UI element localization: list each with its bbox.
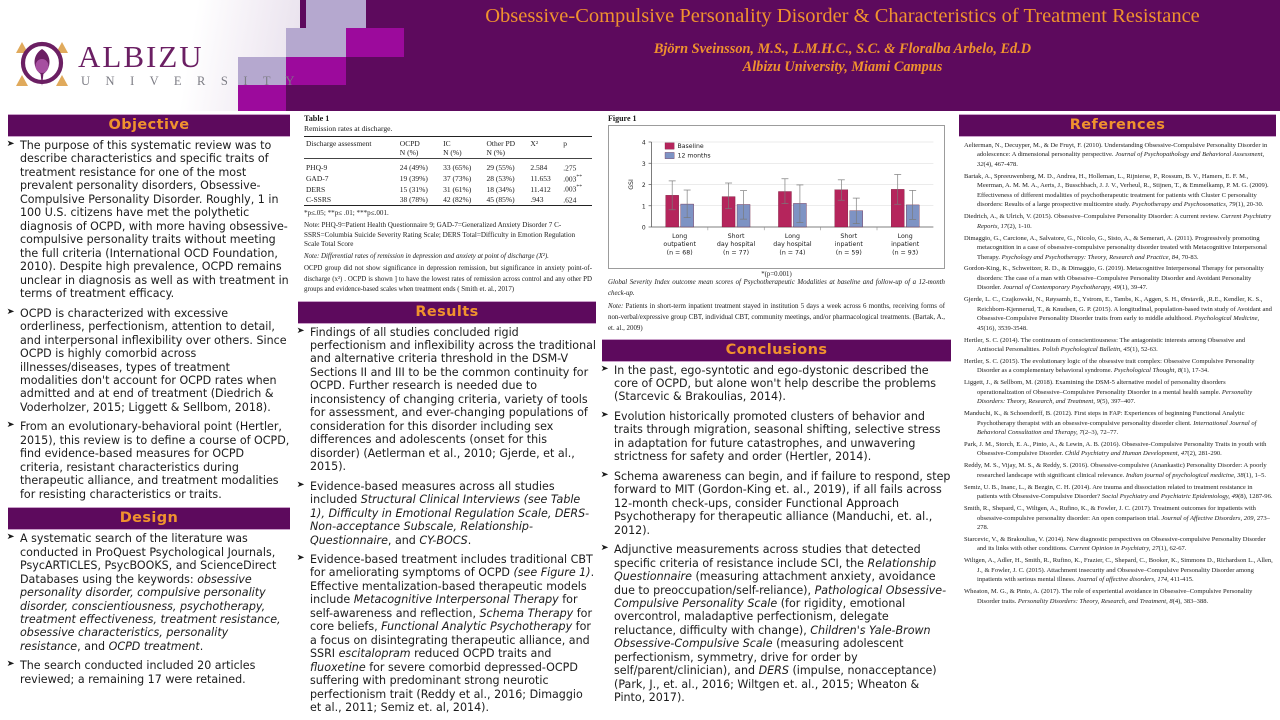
gsi-bar-chart — [609, 126, 944, 268]
cell-ic: 37 (73%) — [443, 174, 472, 184]
p-value: .624 — [563, 195, 577, 205]
svg-text:Long: Long — [672, 231, 688, 241]
list-item: ➤ Evolution historically promoted clusters of behavior and traits through migration, seasonal shifting, selective stress in adaptation for future catastrophes, and unwavering strictness for safety and order (Hertler, 2014). — [602, 410, 951, 464]
cell-ocpd: 38 (78%) — [399, 195, 428, 205]
list-item — [8, 532, 290, 653]
cell-ic: 42 (82%) — [443, 195, 472, 205]
svg-text:12 months: 12 months — [677, 152, 711, 160]
reference-item: Hertler, S. C. (2014). The continuum of conscientiousness: The antagonistic interests among Obsessive and Antisocial Personalities. Polish Psychological Bulletin, 45(1), 52-63. — [964, 336, 1246, 354]
svg-text:(n = 74): (n = 74) — [779, 248, 806, 257]
svg-text:2: 2 — [641, 182, 646, 190]
list-item: ➤ Schema awareness can begin, and if failure to respond, step forward to MIT (Gordon-King et. al., 2019), if all fails across 12-month check-ups, consider Functional Approach Psychotherapy for therapeutic alliance (Manduchi, et. al., 2012). — [602, 470, 951, 537]
table1-head — [304, 137, 592, 159]
objective-bullet-list — [8, 139, 290, 501]
list-item: ➤ The purpose of this systematic review was to describe characteristics and specific traits of treatment resistance for one of the most prevalent personality disorders, Obsessive-Compulsive Personality Disorder. Roughly, 1 in 100 U.S. citizens have met the polythetic diagnosis of OCPD, with more having obsessive-compulsive personality traits without meeting the full criteria (International OCD Foundation, 2010). Despite high prevalence, OCPD remains unclear in diagnosis as well as with treatment in terms of treatment efficacy. — [8, 139, 290, 301]
reference-item: Gordon-King, K., Schweitzer, R. D., & Dimaggio, G. (2019). Metacognitive Interpersonal Therapy for personality disorders: The case of a man with Obsessive–Compulsive Personality Disorder and Avoidant Personality Disorder. Journal of Contemporary Psychotherapy, 49(1), 39-47. — [964, 265, 1264, 292]
table1-th — [441, 137, 484, 159]
th-line1: Discharge assessment — [306, 139, 372, 148]
column-objective-design — [0, 111, 296, 720]
table1 — [304, 136, 592, 206]
reference-item: Aelterman, N., Decuyper, M., & De Fruyt, F. (2010). Understanding Obsessive-Compulsive Personality Disorder in adolescence: A dimensional personality perspective. Journal of Psychopathology and Behavioral Assessment, 32(4), 467-478. — [964, 142, 1268, 168]
results-bullet-list — [298, 326, 596, 715]
table1-th — [485, 137, 529, 159]
poster-authors — [420, 40, 1265, 77]
svg-text:outpatient: outpatient — [663, 240, 696, 249]
figure1-caption — [602, 278, 951, 299]
reference-item: Hertler, S. C. (2015). The evolutionary logic of the obsessive trait complex: Obsessive Compulsive Personality Disorder as a complementary behavioral syndrome. Psychological Thought, 8(1), 17-34. — [964, 357, 1255, 375]
cell-p — [561, 173, 592, 184]
reference-item: Semiz, U. B., Inanc, L., & Bezgin, C. H. (2014). Are trauma and dissociation related to treatment resistance in patients with Obsessive-Compulsive Disorder? Social Psychiatry and Psychiatric Epidemiology, 49(8), 1287-96. — [964, 483, 1273, 501]
table1-th — [398, 137, 441, 159]
svg-text:day hospital: day hospital — [773, 240, 812, 249]
cell-assessment: C-SSRS — [306, 195, 332, 205]
figure1-caption-italic: Global Severity Index outcome mean scores of Psychotherapeutic Modalities at baseline and follow-up of a 12-month check-up. — [608, 279, 945, 297]
cell-assessment: DERS — [306, 184, 326, 194]
cell-ocpd: 24 (49%) — [399, 163, 428, 173]
mosaic-square — [346, 28, 404, 58]
cell-ic: 31 (61%) — [443, 184, 472, 194]
design-search-lead: A systematic search of the literature was conducted in ProQuest Psychological Journals, PsycARTICLES, PsycBOOKS, and ScienceDirect Databases using the keywords: — [20, 532, 277, 586]
reference-item: Diedrich, A., & Ulrich, V. (2015). Obsessive–Compulsive Personality Disorder: A current review. Current Psychiatry Reports, 17(2), 1-10. — [964, 213, 1272, 230]
svg-text:Long: Long — [897, 231, 913, 241]
cell-ic: 33 (65%) — [443, 163, 472, 173]
table-row — [304, 195, 592, 206]
section-header-design: Design — [8, 507, 290, 530]
svg-text:1: 1 — [641, 203, 646, 211]
mosaic-square — [286, 85, 462, 111]
p-value: .275 — [563, 163, 577, 173]
svg-text:Long: Long — [784, 231, 801, 241]
table1-wrapper — [298, 111, 596, 296]
svg-text:Baseline: Baseline — [677, 142, 704, 151]
poster-title: Obsessive-Compulsive Personality Disorder & Characteristics of Treatment Resistance — [485, 5, 1200, 27]
list-item: ➤ In the past, ego-syntotic and ego-dystonic described the core of OCPD, but alone won't help describe the problems (Starcevic & Brakoulias, 2014). — [602, 364, 951, 404]
svg-text:GSI: GSI — [628, 179, 636, 190]
list-item: ➤ Adjunctive measurements across studies that detected specific criteria of resistance include SCI, the Relationship Questionnaire (measuring attachment anxiety, avoidance due to preoccupation/self-reliance), Pathological Obsessive-Compulsive Personality Scale (for rigidity, emotional overcontrol, maladaptive perfectionism, delegate reluctance, difficulty with change), Children's Yale-Brown Obsessive-Compulsive Scale (measuring adolescent perfectionism, symmetry, drive for order by self/parent/clinician), and DERS (impulse, nonacceptance) (Park, J., et. al., 2016; Wiltgen et. al., 2015; Wheaton & Pinto, 2017). — [602, 543, 951, 705]
reference-item: Liggett, J., & Sellbom, M. (2018). Examining the DSM-5 alternative model of personality disorders operationalization of Obsessive–Compulsive Personality Disorder in a mental health sample. Personality Disorders: Theory, Research, and Treatment, 9(5), 397–407. — [964, 379, 1253, 406]
svg-text:inpatient: inpatient — [834, 240, 863, 249]
table-row — [304, 163, 592, 174]
table-row — [304, 173, 592, 184]
reference-item: Wiltgen, A., Adler, H., Smith, R., Rufino, K., Frazier, C., Shepard, C., Booker, K., Simmons D., Richardson L., Allen, J., & Fowler, J. C. (2015). Attachment insecurity and Obsessive–Compulsive Personality Disorder among inpatients with serious mental illness. Journal of affective disorders, 174, 411-415. — [964, 557, 1273, 584]
poster-body — [0, 111, 1280, 720]
th-line1: IC — [443, 139, 451, 148]
svg-text:0: 0 — [641, 224, 646, 232]
reference-item: Starcevic, V., & Brakoulias, V. (2014). New diagnostic perspectives on Obsessive-compulsive Personality Disorder and its links with other conditions. Current Opinion in Psychiatry, 27(1), 62-67. — [964, 535, 1266, 553]
th-line2: N (%) — [399, 148, 419, 157]
table1-th — [561, 137, 592, 159]
table1-th — [304, 137, 398, 159]
th-line1: X² — [530, 139, 539, 148]
figure1-label: Figure 1 — [608, 114, 637, 123]
th-line1: Other PD — [486, 139, 516, 148]
design-keywords: obsessive personality disorder, compulsive personality disorder, conscientiousness, psychotherapy, treatment effectiveness, treatment resistance, obsessive characteristics, personality resistance — [20, 572, 281, 653]
cell-ocpd: 15 (31%) — [399, 184, 428, 194]
svg-text:Short: Short — [727, 231, 745, 241]
section-header-results: Results — [298, 301, 596, 324]
table1-caption: Remission rates at discharge. — [304, 124, 393, 133]
design-bullet-list — [8, 532, 290, 686]
reference-item: Park, J. M., Storch, E. A., Pinto, A., & Lewin, A. B. (2016). Obsessive-Compulsive Personality Traits in youth with Obsessive-Compulsive Disorder. Child Psychiatry and Human Development, 47(2), 281-290. — [964, 440, 1267, 458]
logo-subtitle: U N I V E R S I T Y — [81, 73, 301, 88]
figure1-star-note: *(p=0.001) — [761, 271, 792, 278]
reference-item: Bartak, A., Spreeuwenberg, M. D., Andrea, H., Holleman, L., Rijnierse, P., Rossum, B. V., Hamers, E. F. M., Meerman, A. M. M. A., Aerts, J., Busschbach, J. J. V., Verheul, R., Stijnen, T., & Emmelkamp, P. M. G. (2009). Effectiveness of different modalities of psychotherapeutic treatment for patients with Cluster C personality disorders: Results of a large prospective multicentre study. Psychotherapy and Psychosomatics, 79(1), 20-30. — [964, 172, 1269, 209]
reference-item: Wheaton, M. G., & Pinto, A. (2017). The role of experiential avoidance in Obsessive–Compulsive Personality Disorder traits. Personality Disorders: Theory, Research, and Treatment, 8(4), 383–388. — [964, 588, 1253, 605]
design-mid: , and — [77, 639, 109, 653]
svg-text:(n = 59): (n = 59) — [835, 248, 862, 257]
p-significance: ** — [576, 173, 583, 180]
list-item: ➤ Findings of all studies concluded rigid perfectionism and inflexibility across the traditional and alternative criteria threshold in the DSM-V Sections II and III to be the common continuity for OCPD. Further research is needed due to inconsistency of changing criteria, variety of tools for assessment, and ever-changing populations of consideration for this disorder including sex differences and adolescents (onset for this disorder) (Aetlerman et al., 2010; Gjerde, et al., 2015). — [298, 326, 596, 474]
table1-significance-note: *p≤.05; **p≤ .01; ***p≤.001. — [304, 209, 389, 218]
column-figure-conclusions — [600, 111, 955, 720]
cell-other: 18 (34%) — [486, 184, 515, 194]
references-list — [959, 139, 1276, 606]
table1-th — [528, 137, 561, 159]
th-line2: N (%) — [486, 148, 506, 157]
th-line1: p — [563, 139, 568, 148]
table1-body — [304, 159, 592, 206]
cell-other: 45 (85%) — [486, 195, 515, 205]
table1-label: Table 1 — [304, 114, 330, 123]
section-header-conclusions: Conclusions — [602, 339, 951, 362]
reference-item: Smith, R., Shepard, C., Wiltgen, A., Rufino, K., & Fowler, J. C. (2017). Treatment outcomes for inpatients with obsessive-compulsive personality disorder: An open comparison trial. Journal of Affective Disorders, 209, 273–278. — [964, 505, 1270, 531]
svg-text:inpatient: inpatient — [891, 240, 920, 249]
th-line2: N (%) — [443, 148, 462, 157]
albizu-logo-text — [78, 38, 301, 88]
cell-assessment: PHQ-9 — [306, 163, 328, 173]
p-value: .003 — [563, 174, 577, 184]
table1-body-note: OCPD group did not show significance in depression remission, but significance in anxiety point-of-discharge (x²) . OCPD is shown ] to have the lowest rates of remission across control and any other PD groups and evidence-based scales when treatment ends ( Smith et. al., 2017) — [304, 265, 592, 294]
list-item: ➤ The search conducted included 20 articles reviewed; a remaining 17 were retained. — [8, 659, 290, 686]
table-row — [304, 137, 592, 159]
cell-other: 29 (55%) — [486, 163, 515, 173]
svg-text:4: 4 — [641, 139, 646, 147]
column-table-results — [296, 111, 600, 720]
table-row — [304, 184, 592, 195]
svg-text:3: 3 — [641, 160, 646, 168]
list-item: ➤ Evidence-based measures across all studies included Structural Clinical Interviews (see Table 1), Difficulty in Emotional Regulation Scale, DERS-Non-acceptance Subscale, Relationship-Questionnaire, and CY-BOCS. — [298, 480, 596, 547]
cell-chi: .943 — [530, 195, 544, 205]
table1-italic-note: Note: Differential rates of remission in depression and anxiety at point of discharge (X²). — [304, 253, 549, 261]
design-end: . — [199, 639, 204, 653]
cell-chi: 11.412 — [530, 184, 551, 194]
figure1-note — [602, 302, 951, 334]
figure1-note-label: Note: — [608, 303, 624, 311]
table1-abbreviation-note: Note: PHQ-9=Patient Health Questionnaire 9; GAD-7=Generalized Anxiety Disorder 7 C-SSRS=Columbia Suicide Severity Rating Scale; DERS Total=Difficulty in Emotion Regulation Scale Total Score — [304, 221, 576, 248]
figure1-chart-box — [608, 125, 945, 269]
list-item: ➤ OCPD is characterized with excessive orderliness, perfectionism, attention to detail, and interpersonal inflexibility over others. Since OCPD is highly comorbid across illnesses/diseases, types of treatment modalities don't account for OCPD rates when admitted and at end of treatment (Diedrich & Voderholzer, 2015; Liggett & Sellbom, 2018). — [8, 307, 290, 415]
reference-item: Manduchi, K., & Schoendorff, B. (2012). First steps in FAP: Experiences of beginning Functional Analytic Psychotherapy therapist with an obsessive-compulsive personality disorder client. International Journal of Behavioral Consultation and Therapy, 7(2–3), 72–77. — [964, 410, 1257, 437]
list-item: ➤ From an evolutionary-behavioral point (Hertler, 2015), this review is to define a course of OCPD, find evidence-based measures for OCPD criteria, resistant characteristics during therapeutic alliance, and treatment modalities for resisting characteristics or traits. — [8, 420, 290, 501]
svg-text:Short: Short — [840, 231, 858, 241]
figure1-note-text: Patients in short-term inpatient treatment stayed in institution 5 days a week across 6 months, receiving forms of non-verbal/expressive group CBT, individual CBT, community meetings, and/or pharmacological treatments. (Bartak, A., et. al., 2009) — [608, 303, 945, 332]
cell-chi: 11.653 — [530, 174, 551, 184]
cell-ocpd: 19 (39%) — [399, 174, 428, 184]
p-value: .003 — [563, 184, 577, 194]
title-block — [420, 4, 1265, 77]
cell-assessment: GAD-7 — [306, 174, 329, 184]
column-references — [955, 111, 1280, 720]
list-item: ➤ Evidence-based treatment includes traditional CBT for ameliorating symptoms of OCPD (see Figure 1). Effective mentalization-based therapeutic models include Metacognitive Interpersonal Therapy for self-awareness and reflection, Schema Therapy for core beliefs, Functional Analytic Psychotherapy for a focus on disintegrating therapeutic alliance, and SSRI escitalopram reduced OCPD traits and fluoxetine for severe comorbid depressed-OCPD suffering with predominant strong neurotic perfectionism trait (Reddy et al., 2016; Dimaggio et al., 2011; Semiz et. al, 2014). — [298, 553, 596, 715]
albizu-logo — [14, 36, 301, 92]
author-line: Björn Sveinsson, M.S., L.M.H.C., S.C. & Floralba Arbelo, Ed.D — [653, 40, 1032, 57]
cell-other: 28 (53%) — [486, 174, 515, 184]
albizu-logo-mark-icon — [14, 36, 70, 92]
cell-chi: 2.584 — [530, 163, 548, 173]
p-significance: ** — [576, 184, 583, 191]
reference-item: Reddy, M. S., Vijay, M. S., & Reddy, S. (2016). Obsessive-compulsive (Anankastic) Personality Disorder: A poorly researched landscape with significant clinical relevance. Indian journal of psychological medicine, 38(1), 1–5. — [964, 462, 1267, 479]
svg-text:(n = 77): (n = 77) — [723, 248, 750, 257]
section-header-objective: Objective — [8, 114, 290, 137]
svg-text:day hospital: day hospital — [716, 240, 756, 249]
section-header-references: References — [959, 114, 1276, 137]
reference-item: Dimaggio, G., Carcione, A., Salvatore, G., Nicolo, G., Sisto, A., & Semerari, A. (2011). Progressively promoting metacognition in a case of obsessive-compulsive personality disorder treated with Metacognitive Interpersonal Therapy. Psychology and Psychotherapy: Theory, Research and Practice, 84, 70-83. — [964, 234, 1267, 261]
svg-text:(n = 93): (n = 93) — [892, 248, 919, 257]
conclusions-bullet-list — [602, 364, 951, 711]
cell-p — [561, 195, 592, 206]
reference-item: Gjerde, L. C., Czajkowski, N., Røysamb, E., Ystrom, E., Tambs, K., Aggen, S. H., Ørstavik, ,R.E., Kendler, K. S., Reichborn-Kjennerud, T., & Knudsen, G. P. (2015). A longitudinal, population-based twin study of Avoidant and Obsessive-Compulsive Personality Disorder traits from early to middle adulthood. Psychological Medicine, 45(16), 3539-3548. — [964, 296, 1272, 332]
logo-name: ALBIZU — [78, 38, 204, 74]
design-last-keyword: OCPD treatment — [108, 639, 200, 653]
affiliation-line: Albizu University, Miami Campus — [742, 59, 943, 76]
poster-header — [0, 0, 1280, 111]
th-line1: OCPD — [399, 139, 420, 148]
cell-p — [561, 163, 592, 174]
cell-p — [561, 184, 592, 195]
svg-text:(n = 68): (n = 68) — [666, 248, 693, 257]
